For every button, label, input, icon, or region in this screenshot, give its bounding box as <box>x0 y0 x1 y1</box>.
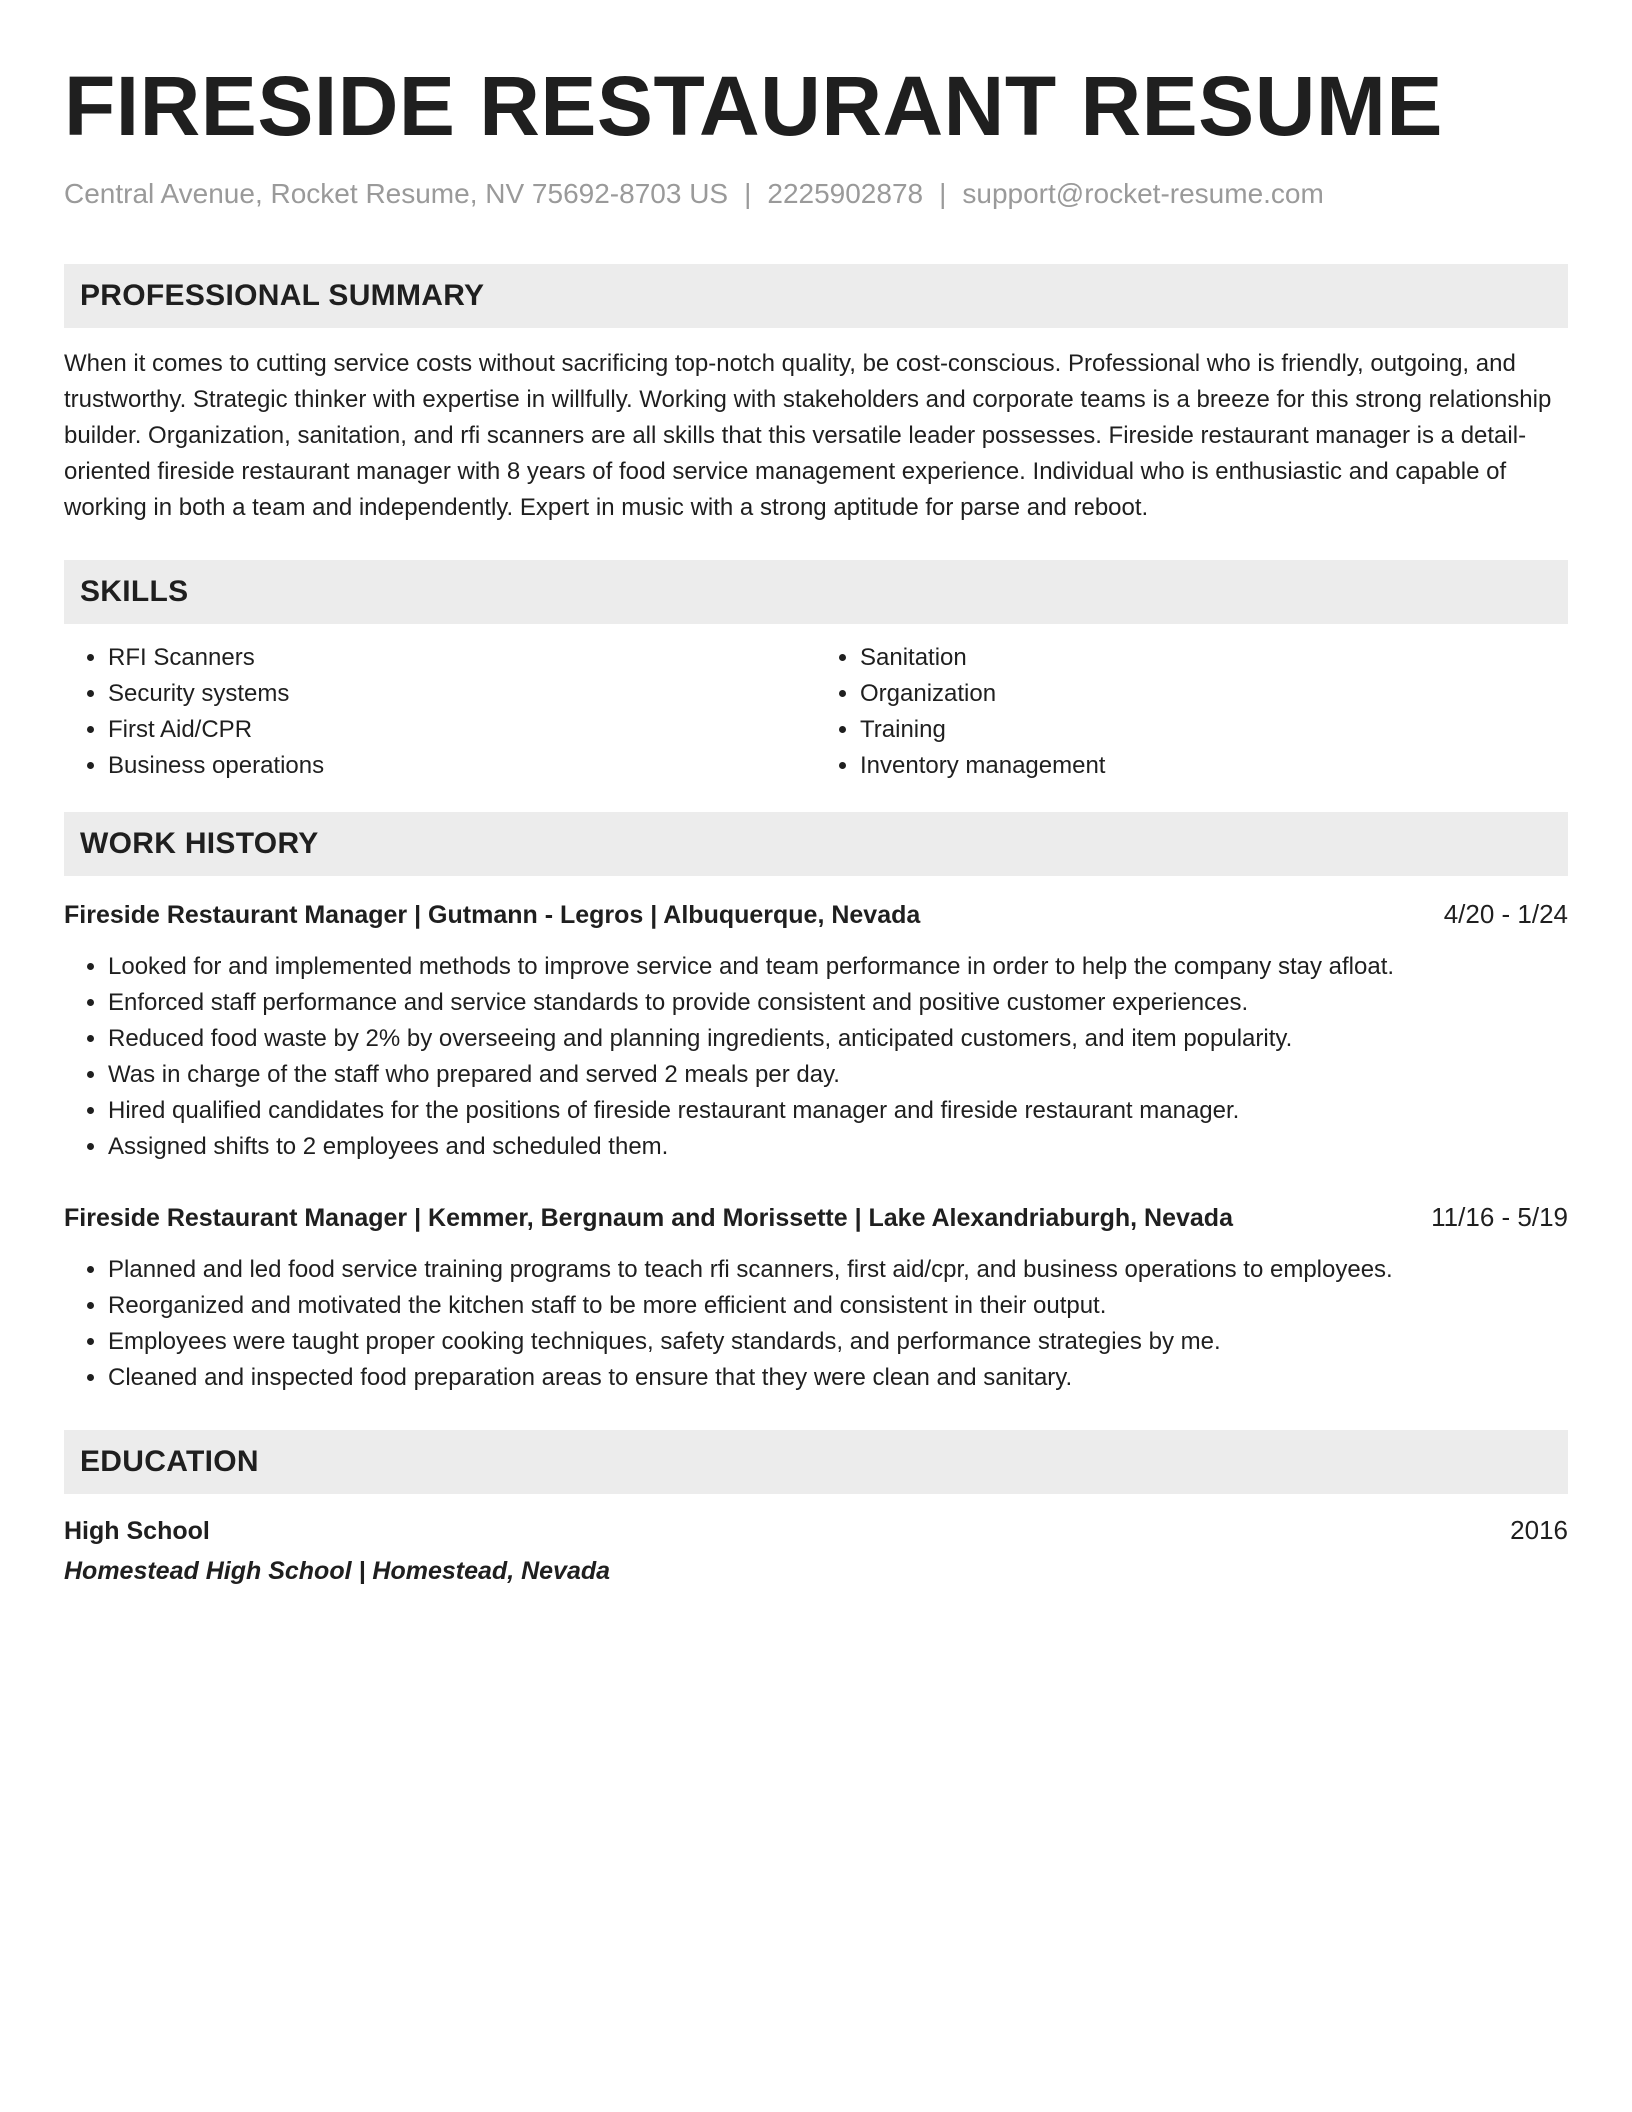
job-title: Fireside Restaurant Manager | Gutmann - Legros | Albuquerque, Nevada <box>64 901 921 929</box>
education-entry <box>64 1512 1568 1589</box>
job-bullet: • Assigned shifts to 2 employees and scheduled them. <box>108 1129 1568 1165</box>
job-dates: 4/20 - 1/24 <box>1443 899 1568 929</box>
resume-title: FIRESIDE RESTAURANT RESUME <box>64 59 1443 153</box>
skill-item: • RFI Scanners <box>108 640 816 676</box>
job-title-row <box>64 896 1568 933</box>
job-bullets <box>64 949 1568 1165</box>
section-heading-work-history: WORK HISTORY <box>64 812 1568 876</box>
job-bullet: • Looked for and implemented methods to improve service and team performance in order to help the company stay afloat. <box>108 949 1568 985</box>
job-entry <box>64 1199 1568 1396</box>
skill-item: • Organization <box>860 676 1568 712</box>
job-title-row <box>64 1199 1568 1236</box>
skills-column-left <box>64 640 816 784</box>
section-heading-skills: SKILLS <box>64 560 1568 624</box>
skill-item: • Business operations <box>108 748 816 784</box>
job-bullet: • Cleaned and inspected food preparation areas to ensure that they were clean and sanitary. <box>108 1360 1568 1396</box>
job-bullet: • Reduced food waste by 2% by overseeing and planning ingredients, anticipated customers, and item popularity. <box>108 1021 1568 1057</box>
job-bullet: • Enforced staff performance and service standards to provide consistent and positive customer experiences. <box>108 985 1568 1021</box>
skill-item: • First Aid/CPR <box>108 712 816 748</box>
section-heading-summary: PROFESSIONAL SUMMARY <box>64 264 1568 328</box>
job-bullet: • Reorganized and motivated the kitchen staff to be more efficient and consistent in their output. <box>108 1288 1568 1324</box>
contact-separator: | <box>939 178 947 209</box>
education-school: Homestead High School | Homestead, Nevada <box>64 1557 611 1585</box>
education-year: 2016 <box>1510 1515 1568 1545</box>
skill-item: • Inventory management <box>860 748 1568 784</box>
job-bullet: • Employees were taught proper cooking techniques, safety standards, and performance strategies by me. <box>108 1324 1568 1360</box>
skill-item: • Sanitation <box>860 640 1568 676</box>
education-row <box>64 1512 1568 1549</box>
contact-email: support@rocket-resume.com <box>962 178 1324 209</box>
skill-item: • Security systems <box>108 676 816 712</box>
skills-column-right <box>816 640 1568 784</box>
contact-phone: 2225902878 <box>767 178 924 209</box>
contact-separator: | <box>744 178 752 209</box>
job-title: Fireside Restaurant Manager | Kemmer, Bergnaum and Morissette | Lake Alexandriaburgh, Nevada <box>64 1204 1233 1232</box>
contact-address: Central Avenue, Rocket Resume, NV 75692-8703 US <box>64 178 729 209</box>
contact-line <box>64 176 1568 212</box>
section-heading-education: EDUCATION <box>64 1430 1568 1494</box>
job-dates: 11/16 - 5/19 <box>1431 1202 1568 1232</box>
skills-list <box>64 640 1568 784</box>
job-bullet: • Hired qualified candidates for the positions of fireside restaurant manager and fireside restaurant manager. <box>108 1093 1568 1129</box>
job-bullet: • Planned and led food service training programs to teach rfi scanners, first aid/cpr, and business operations to employees. <box>108 1252 1568 1288</box>
summary-paragraph: When it comes to cutting service costs without sacrificing top-notch quality, be cost-conscious. Professional who is friendly, outgoing, and trustworthy. Strategic thinker with expertise in willfully. Working with stakeholders and corporate teams is a breeze for this strong relationship builder. Organization, sanitation, and rfi scanners are all skills that this versatile leader possesses. Fireside restaurant manager is a detail-oriented fireside restaurant manager with 8 years of food service management experience. Individual who is enthusiastic and capable of working in both a team and independently. Expert in music with a strong aptitude for parse and reboot. <box>64 350 1552 521</box>
education-degree: High School <box>64 1517 210 1545</box>
job-bullets <box>64 1252 1568 1396</box>
job-entry <box>64 896 1568 1165</box>
job-bullet: • Was in charge of the staff who prepared and served 2 meals per day. <box>108 1057 1568 1093</box>
skill-item: • Training <box>860 712 1568 748</box>
